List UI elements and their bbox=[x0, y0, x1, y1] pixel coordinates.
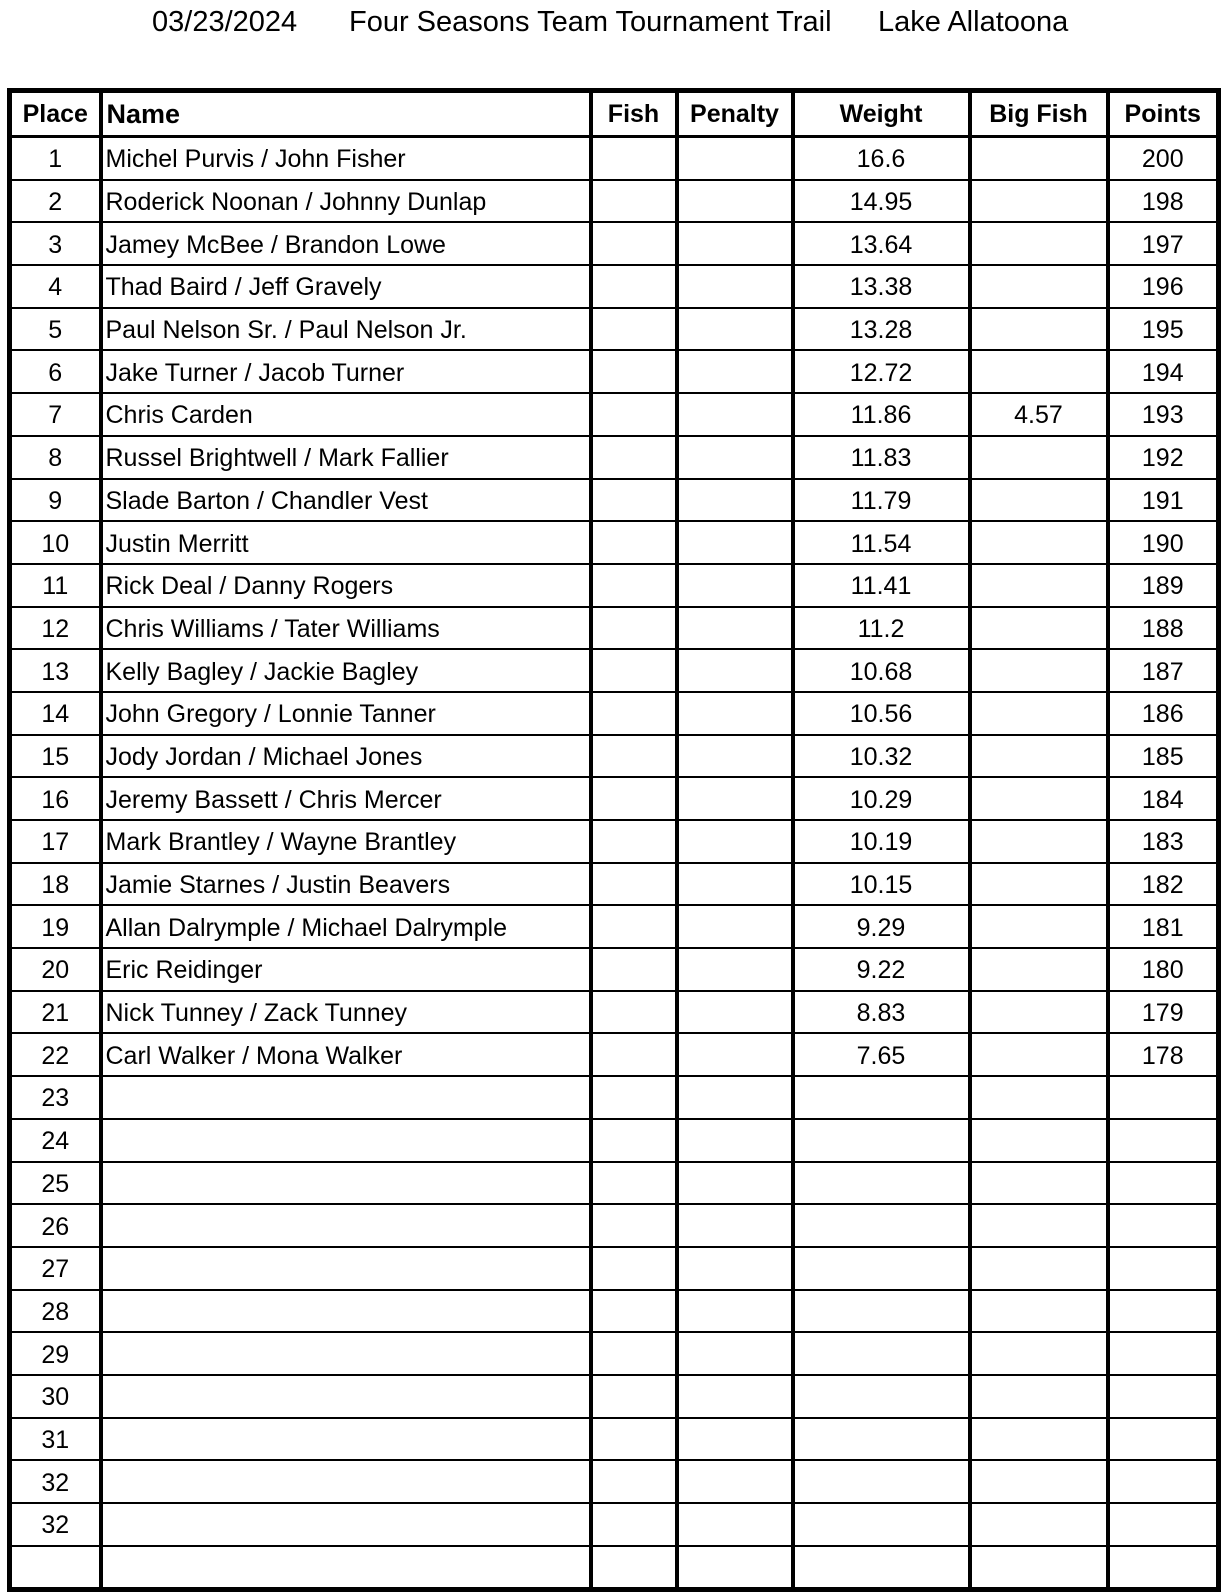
place-cell: 15 bbox=[10, 735, 101, 778]
table-row bbox=[10, 308, 1219, 351]
table-row bbox=[10, 1290, 1219, 1333]
penalty-cell bbox=[677, 991, 793, 1034]
place-cell: 7 bbox=[10, 393, 101, 436]
place-cell: 16 bbox=[10, 777, 101, 820]
penalty-cell bbox=[677, 350, 793, 393]
points-cell: 180 bbox=[1108, 948, 1219, 991]
table-row bbox=[10, 1162, 1219, 1205]
name-cell bbox=[101, 1375, 591, 1418]
name-cell bbox=[101, 1247, 591, 1290]
table-row bbox=[10, 180, 1219, 223]
points-cell bbox=[1108, 1162, 1219, 1205]
weight-cell: 11.54 bbox=[793, 521, 970, 564]
place-cell: 20 bbox=[10, 948, 101, 991]
fish-cell bbox=[591, 1418, 677, 1461]
tournament-date: 03/23/2024 bbox=[152, 6, 298, 38]
table-row bbox=[10, 265, 1219, 308]
fish-cell bbox=[591, 991, 677, 1034]
big-fish-cell bbox=[970, 1290, 1108, 1333]
name-cell bbox=[101, 1119, 591, 1162]
name-cell: Paul Nelson Sr. / Paul Nelson Jr. bbox=[101, 308, 591, 351]
penalty-cell bbox=[677, 777, 793, 820]
name-cell: Nick Tunney / Zack Tunney bbox=[101, 991, 591, 1034]
penalty-cell bbox=[677, 1503, 793, 1546]
big-fish-cell bbox=[970, 1119, 1108, 1162]
fish-cell bbox=[591, 820, 677, 863]
fish-cell bbox=[591, 1076, 677, 1119]
fish-cell bbox=[591, 1119, 677, 1162]
name-cell: Jamie Starnes / Justin Beavers bbox=[101, 863, 591, 906]
big-fish-cell bbox=[970, 1162, 1108, 1205]
weight-cell bbox=[793, 1119, 970, 1162]
points-cell: 185 bbox=[1108, 735, 1219, 778]
table-row bbox=[10, 735, 1219, 778]
place-cell: 17 bbox=[10, 820, 101, 863]
points-cell: 195 bbox=[1108, 308, 1219, 351]
big-fish-cell bbox=[970, 1247, 1108, 1290]
name-cell bbox=[101, 1076, 591, 1119]
place-cell: 5 bbox=[10, 308, 101, 351]
points-cell: 182 bbox=[1108, 863, 1219, 906]
penalty-cell bbox=[677, 1332, 793, 1375]
big-fish-cell bbox=[970, 1332, 1108, 1375]
fish-cell bbox=[591, 607, 677, 650]
fish-cell bbox=[591, 137, 677, 180]
penalty-cell bbox=[677, 1247, 793, 1290]
place-cell: 9 bbox=[10, 479, 101, 522]
place-cell: 18 bbox=[10, 863, 101, 906]
col-header-weight: Weight bbox=[793, 91, 970, 137]
fish-cell bbox=[591, 521, 677, 564]
col-header-penalty: Penalty bbox=[677, 91, 793, 137]
place-cell: 4 bbox=[10, 265, 101, 308]
weight-cell: 13.38 bbox=[793, 265, 970, 308]
points-cell bbox=[1108, 1546, 1219, 1590]
fish-cell bbox=[591, 479, 677, 522]
place-cell: 3 bbox=[10, 222, 101, 265]
big-fish-cell bbox=[970, 1546, 1108, 1590]
big-fish-cell bbox=[970, 735, 1108, 778]
penalty-cell bbox=[677, 692, 793, 735]
penalty-cell bbox=[677, 521, 793, 564]
points-cell bbox=[1108, 1460, 1219, 1503]
points-cell: 181 bbox=[1108, 905, 1219, 948]
place-cell: 31 bbox=[10, 1418, 101, 1461]
table-row bbox=[10, 1247, 1219, 1290]
fish-cell bbox=[591, 1375, 677, 1418]
col-header-big-fish: Big Fish bbox=[970, 91, 1108, 137]
points-cell bbox=[1108, 1290, 1219, 1333]
penalty-cell bbox=[677, 1119, 793, 1162]
penalty-cell bbox=[677, 308, 793, 351]
place-cell: 21 bbox=[10, 991, 101, 1034]
table-row bbox=[10, 1460, 1219, 1503]
weight-cell: 8.83 bbox=[793, 991, 970, 1034]
fish-cell bbox=[591, 1332, 677, 1375]
big-fish-cell bbox=[970, 820, 1108, 863]
name-cell: Jody Jordan / Michael Jones bbox=[101, 735, 591, 778]
penalty-cell bbox=[677, 1460, 793, 1503]
points-cell bbox=[1108, 1119, 1219, 1162]
name-cell: Jamey McBee / Brandon Lowe bbox=[101, 222, 591, 265]
weight-cell bbox=[793, 1546, 970, 1590]
points-cell bbox=[1108, 1076, 1219, 1119]
weight-cell: 7.65 bbox=[793, 1033, 970, 1076]
table-row bbox=[10, 649, 1219, 692]
weight-cell: 10.29 bbox=[793, 777, 970, 820]
name-cell bbox=[101, 1418, 591, 1461]
big-fish-cell: 4.57 bbox=[970, 393, 1108, 436]
weight-cell: 13.28 bbox=[793, 308, 970, 351]
fish-cell bbox=[591, 222, 677, 265]
col-header-place: Place bbox=[10, 91, 101, 137]
weight-cell: 14.95 bbox=[793, 180, 970, 223]
big-fish-cell bbox=[970, 265, 1108, 308]
name-cell: Jeremy Bassett / Chris Mercer bbox=[101, 777, 591, 820]
fish-cell bbox=[591, 948, 677, 991]
place-cell: 30 bbox=[10, 1375, 101, 1418]
points-cell: 191 bbox=[1108, 479, 1219, 522]
points-cell: 200 bbox=[1108, 137, 1219, 180]
weight-cell bbox=[793, 1375, 970, 1418]
place-cell: 2 bbox=[10, 180, 101, 223]
weight-cell bbox=[793, 1290, 970, 1333]
weight-cell: 16.6 bbox=[793, 137, 970, 180]
weight-cell bbox=[793, 1162, 970, 1205]
tournament-title: Four Seasons Team Tournament Trail bbox=[349, 6, 832, 38]
name-cell bbox=[101, 1290, 591, 1333]
points-cell: 198 bbox=[1108, 180, 1219, 223]
weight-cell: 10.19 bbox=[793, 820, 970, 863]
fish-cell bbox=[591, 1162, 677, 1205]
penalty-cell bbox=[677, 180, 793, 223]
fish-cell bbox=[591, 350, 677, 393]
big-fish-cell bbox=[970, 1375, 1108, 1418]
weight-cell bbox=[793, 1460, 970, 1503]
place-cell: 14 bbox=[10, 692, 101, 735]
place-cell: 27 bbox=[10, 1247, 101, 1290]
table-row bbox=[10, 905, 1219, 948]
penalty-cell bbox=[677, 1076, 793, 1119]
table-row bbox=[10, 521, 1219, 564]
weight-cell: 10.32 bbox=[793, 735, 970, 778]
weight-cell: 10.15 bbox=[793, 863, 970, 906]
table-row bbox=[10, 564, 1219, 607]
place-cell: 26 bbox=[10, 1204, 101, 1247]
penalty-cell bbox=[677, 1418, 793, 1461]
table-row bbox=[10, 1204, 1219, 1247]
big-fish-cell bbox=[970, 436, 1108, 479]
place-cell: 25 bbox=[10, 1162, 101, 1205]
fish-cell bbox=[591, 265, 677, 308]
weight-cell: 11.2 bbox=[793, 607, 970, 650]
fish-cell bbox=[591, 1546, 677, 1590]
table-row bbox=[10, 607, 1219, 650]
table-row bbox=[10, 1375, 1219, 1418]
big-fish-cell bbox=[970, 777, 1108, 820]
fish-cell bbox=[591, 735, 677, 778]
penalty-cell bbox=[677, 905, 793, 948]
weight-cell: 9.29 bbox=[793, 905, 970, 948]
fish-cell bbox=[591, 564, 677, 607]
big-fish-cell bbox=[970, 1076, 1108, 1119]
table-row bbox=[10, 777, 1219, 820]
place-cell: 29 bbox=[10, 1332, 101, 1375]
weight-cell bbox=[793, 1247, 970, 1290]
fish-cell bbox=[591, 180, 677, 223]
big-fish-cell bbox=[970, 350, 1108, 393]
place-cell: 23 bbox=[10, 1076, 101, 1119]
points-cell: 197 bbox=[1108, 222, 1219, 265]
penalty-cell bbox=[677, 436, 793, 479]
big-fish-cell bbox=[970, 137, 1108, 180]
place-cell bbox=[10, 1546, 101, 1590]
big-fish-cell bbox=[970, 222, 1108, 265]
points-cell bbox=[1108, 1204, 1219, 1247]
weight-cell bbox=[793, 1332, 970, 1375]
points-cell: 178 bbox=[1108, 1033, 1219, 1076]
name-cell: Chris Williams / Tater Williams bbox=[101, 607, 591, 650]
col-header-points: Points bbox=[1108, 91, 1219, 137]
fish-cell bbox=[591, 777, 677, 820]
name-cell bbox=[101, 1546, 591, 1590]
name-cell bbox=[101, 1204, 591, 1247]
table-row bbox=[10, 948, 1219, 991]
col-header-name: Name bbox=[101, 91, 591, 137]
big-fish-cell bbox=[970, 991, 1108, 1034]
big-fish-cell bbox=[970, 1460, 1108, 1503]
place-cell: 8 bbox=[10, 436, 101, 479]
big-fish-cell bbox=[970, 180, 1108, 223]
weight-cell: 11.86 bbox=[793, 393, 970, 436]
points-cell bbox=[1108, 1418, 1219, 1461]
fish-cell bbox=[591, 1290, 677, 1333]
name-cell: Kelly Bagley / Jackie Bagley bbox=[101, 649, 591, 692]
weight-cell: 10.68 bbox=[793, 649, 970, 692]
name-cell: Slade Barton / Chandler Vest bbox=[101, 479, 591, 522]
table-row bbox=[10, 1332, 1219, 1375]
points-cell: 196 bbox=[1108, 265, 1219, 308]
table-row bbox=[10, 1546, 1219, 1590]
points-cell: 188 bbox=[1108, 607, 1219, 650]
big-fish-cell bbox=[970, 863, 1108, 906]
name-cell: Thad Baird / Jeff Gravely bbox=[101, 265, 591, 308]
place-cell: 10 bbox=[10, 521, 101, 564]
points-cell: 190 bbox=[1108, 521, 1219, 564]
big-fish-cell bbox=[970, 1204, 1108, 1247]
table-row bbox=[10, 1503, 1219, 1546]
table-row bbox=[10, 1418, 1219, 1461]
place-cell: 6 bbox=[10, 350, 101, 393]
fish-cell bbox=[591, 905, 677, 948]
name-cell: Roderick Noonan / Johnny Dunlap bbox=[101, 180, 591, 223]
penalty-cell bbox=[677, 1162, 793, 1205]
place-cell: 12 bbox=[10, 607, 101, 650]
tournament-lake: Lake Allatoona bbox=[878, 6, 1069, 38]
big-fish-cell bbox=[970, 308, 1108, 351]
penalty-cell bbox=[677, 607, 793, 650]
big-fish-cell bbox=[970, 1418, 1108, 1461]
place-cell: 32 bbox=[10, 1503, 101, 1546]
penalty-cell bbox=[677, 948, 793, 991]
weight-cell bbox=[793, 1503, 970, 1546]
table-row bbox=[10, 863, 1219, 906]
table-row bbox=[10, 991, 1219, 1034]
weight-cell: 9.22 bbox=[793, 948, 970, 991]
col-header-fish: Fish bbox=[591, 91, 677, 137]
name-cell bbox=[101, 1460, 591, 1503]
table-row bbox=[10, 692, 1219, 735]
penalty-cell bbox=[677, 863, 793, 906]
place-cell: 24 bbox=[10, 1119, 101, 1162]
big-fish-cell bbox=[970, 1033, 1108, 1076]
points-cell: 187 bbox=[1108, 649, 1219, 692]
points-cell bbox=[1108, 1503, 1219, 1546]
fish-cell bbox=[591, 1204, 677, 1247]
name-cell: Eric Reidinger bbox=[101, 948, 591, 991]
name-cell: John Gregory / Lonnie Tanner bbox=[101, 692, 591, 735]
table-row bbox=[10, 222, 1219, 265]
points-cell: 183 bbox=[1108, 820, 1219, 863]
name-cell: Allan Dalrymple / Michael Dalrymple bbox=[101, 905, 591, 948]
name-cell bbox=[101, 1162, 591, 1205]
fish-cell bbox=[591, 863, 677, 906]
place-cell: 19 bbox=[10, 905, 101, 948]
penalty-cell bbox=[677, 1546, 793, 1590]
big-fish-cell bbox=[970, 607, 1108, 650]
weight-cell: 11.79 bbox=[793, 479, 970, 522]
points-cell bbox=[1108, 1375, 1219, 1418]
big-fish-cell bbox=[970, 905, 1108, 948]
table-row bbox=[10, 1033, 1219, 1076]
weight-cell bbox=[793, 1076, 970, 1119]
name-cell bbox=[101, 1503, 591, 1546]
penalty-cell bbox=[677, 1375, 793, 1418]
points-cell: 192 bbox=[1108, 436, 1219, 479]
name-cell bbox=[101, 1332, 591, 1375]
weight-cell bbox=[793, 1418, 970, 1461]
weight-cell: 13.64 bbox=[793, 222, 970, 265]
table-row bbox=[10, 393, 1219, 436]
big-fish-cell bbox=[970, 1503, 1108, 1546]
big-fish-cell bbox=[970, 692, 1108, 735]
name-cell: Justin Merritt bbox=[101, 521, 591, 564]
name-cell: Jake Turner / Jacob Turner bbox=[101, 350, 591, 393]
table-row bbox=[10, 479, 1219, 522]
penalty-cell bbox=[677, 564, 793, 607]
points-cell: 194 bbox=[1108, 350, 1219, 393]
penalty-cell bbox=[677, 1290, 793, 1333]
name-cell: Carl Walker / Mona Walker bbox=[101, 1033, 591, 1076]
penalty-cell bbox=[677, 393, 793, 436]
penalty-cell bbox=[677, 265, 793, 308]
big-fish-cell bbox=[970, 948, 1108, 991]
table-row bbox=[10, 137, 1219, 180]
fish-cell bbox=[591, 692, 677, 735]
place-cell: 13 bbox=[10, 649, 101, 692]
points-cell: 189 bbox=[1108, 564, 1219, 607]
name-cell: Rick Deal / Danny Rogers bbox=[101, 564, 591, 607]
points-cell bbox=[1108, 1247, 1219, 1290]
fish-cell bbox=[591, 649, 677, 692]
place-cell: 32 bbox=[10, 1460, 101, 1503]
weight-cell: 10.56 bbox=[793, 692, 970, 735]
fish-cell bbox=[591, 393, 677, 436]
penalty-cell bbox=[677, 479, 793, 522]
fish-cell bbox=[591, 308, 677, 351]
page-header bbox=[0, 0, 1231, 52]
fish-cell bbox=[591, 1503, 677, 1546]
big-fish-cell bbox=[970, 649, 1108, 692]
table-row bbox=[10, 436, 1219, 479]
points-cell: 193 bbox=[1108, 393, 1219, 436]
table-row bbox=[10, 1119, 1219, 1162]
penalty-cell bbox=[677, 137, 793, 180]
penalty-cell bbox=[677, 222, 793, 265]
place-cell: 28 bbox=[10, 1290, 101, 1333]
points-cell: 184 bbox=[1108, 777, 1219, 820]
place-cell: 22 bbox=[10, 1033, 101, 1076]
points-cell: 179 bbox=[1108, 991, 1219, 1034]
big-fish-cell bbox=[970, 479, 1108, 522]
points-cell bbox=[1108, 1332, 1219, 1375]
fish-cell bbox=[591, 1460, 677, 1503]
penalty-cell bbox=[677, 820, 793, 863]
penalty-cell bbox=[677, 649, 793, 692]
results-table bbox=[7, 88, 1221, 1592]
weight-cell: 11.83 bbox=[793, 436, 970, 479]
name-cell: Michel Purvis / John Fisher bbox=[101, 137, 591, 180]
table-row bbox=[10, 350, 1219, 393]
place-cell: 1 bbox=[10, 137, 101, 180]
weight-cell bbox=[793, 1204, 970, 1247]
results-body bbox=[10, 137, 1219, 1590]
big-fish-cell bbox=[970, 564, 1108, 607]
points-cell: 186 bbox=[1108, 692, 1219, 735]
header-row bbox=[10, 91, 1219, 137]
big-fish-cell bbox=[970, 521, 1108, 564]
penalty-cell bbox=[677, 1033, 793, 1076]
penalty-cell bbox=[677, 735, 793, 778]
name-cell: Mark Brantley / Wayne Brantley bbox=[101, 820, 591, 863]
weight-cell: 11.41 bbox=[793, 564, 970, 607]
table-row bbox=[10, 1076, 1219, 1119]
name-cell: Russel Brightwell / Mark Fallier bbox=[101, 436, 591, 479]
penalty-cell bbox=[677, 1204, 793, 1247]
fish-cell bbox=[591, 436, 677, 479]
weight-cell: 12.72 bbox=[793, 350, 970, 393]
fish-cell bbox=[591, 1033, 677, 1076]
table-row bbox=[10, 820, 1219, 863]
fish-cell bbox=[591, 1247, 677, 1290]
name-cell: Chris Carden bbox=[101, 393, 591, 436]
place-cell: 11 bbox=[10, 564, 101, 607]
